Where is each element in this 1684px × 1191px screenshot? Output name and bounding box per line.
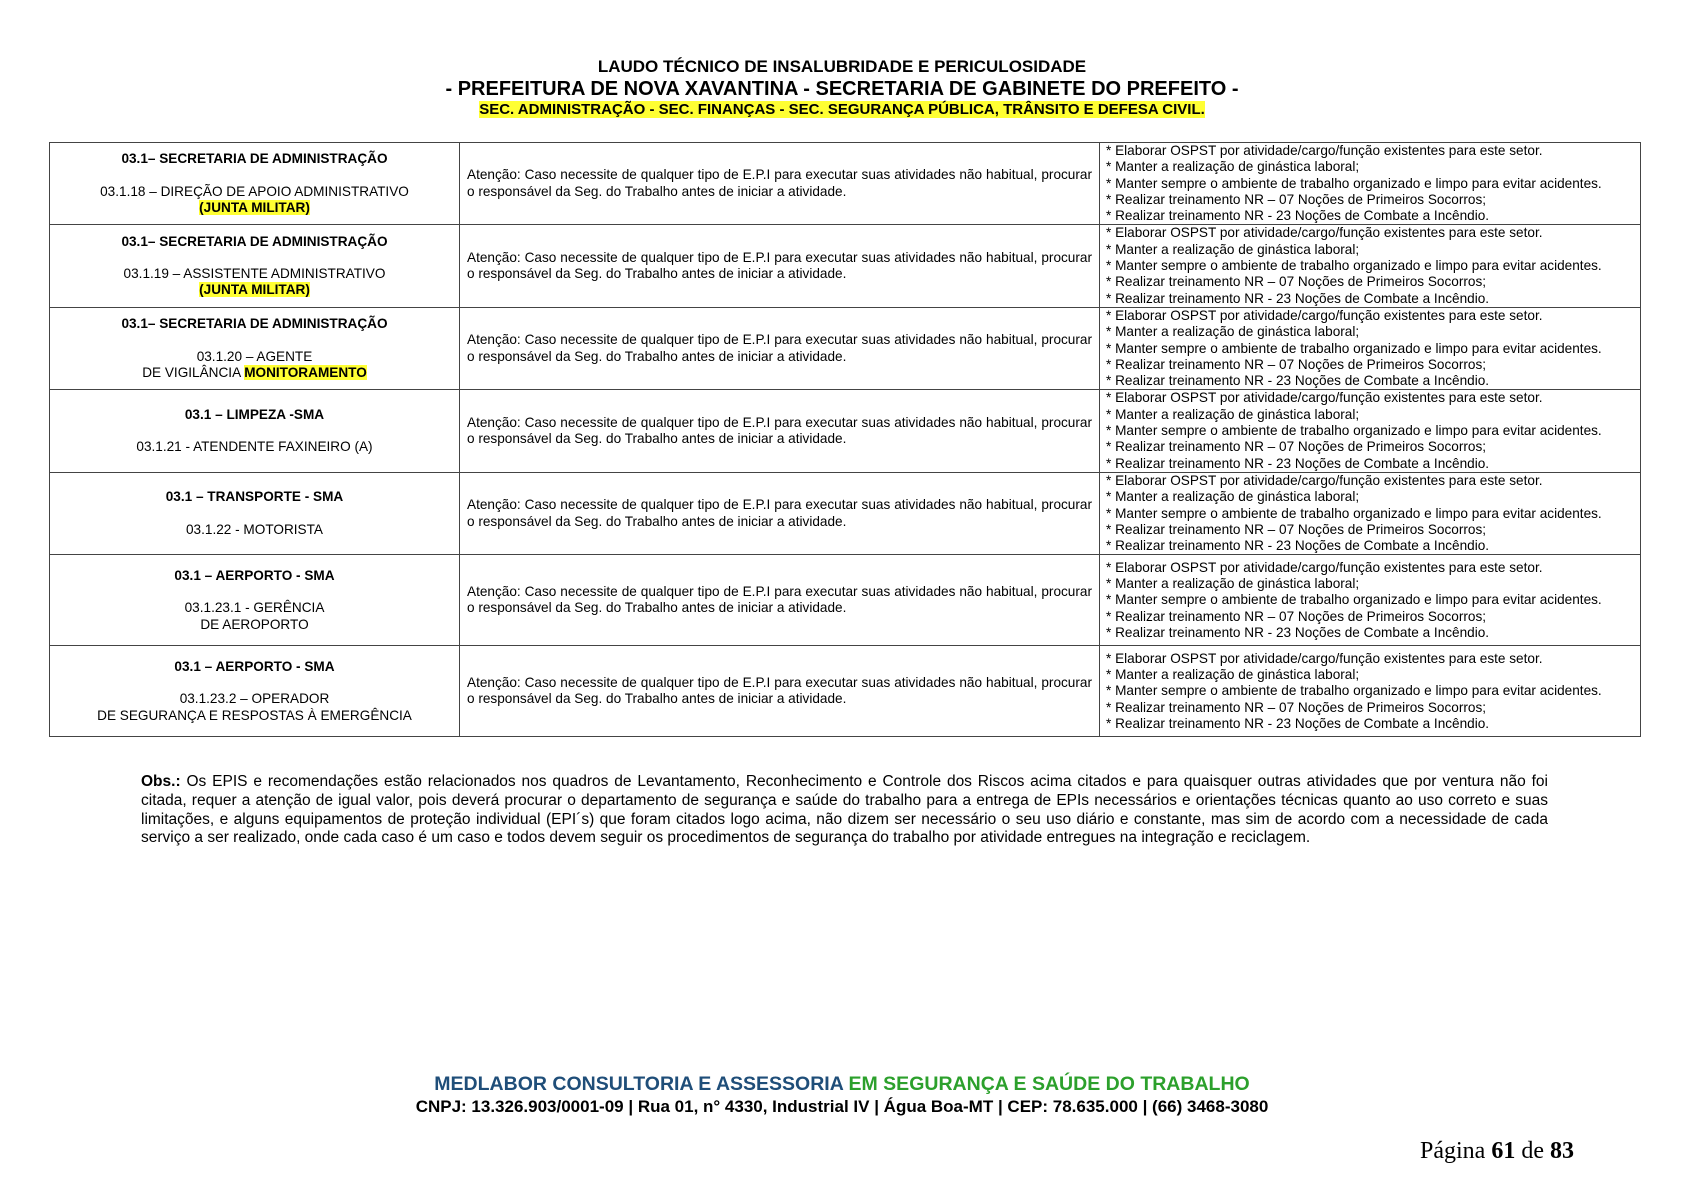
role-cell <box>50 307 460 389</box>
table-row <box>50 307 1641 389</box>
recommendation-item: * Manter a realização de ginástica laboral; <box>1106 324 1360 340</box>
role-line-2 <box>56 617 453 633</box>
recommendation-item: * Realizar treinamento NR - 23 Noções de Combate a Incêndio. <box>1106 455 1490 471</box>
recommendation-item: * Realizar treinamento NR - 23 Noções de Combate a Incêndio. <box>1106 538 1490 554</box>
recommendations-cell <box>1100 390 1641 472</box>
role-line: 03.1.22 - MOTORISTA <box>186 521 323 537</box>
recommendation-item: * Realizar treinamento NR - 23 Noções de Combate a Incêndio. <box>1106 208 1490 224</box>
section-title: 03.1– SECRETARIA DE ADMINISTRAÇÃO <box>121 151 388 167</box>
secretariats-highlight: SEC. ADMINISTRAÇÃO - SEC. FINANÇAS - SEC. SEGURANÇA PÚBLICA, TRÂNSITO E DEFESA CIVIL. <box>479 101 1205 118</box>
role-highlight: (JUNTA MILITAR) <box>199 199 310 215</box>
role-cell <box>50 472 460 554</box>
company-name-blue: MEDLABOR CONSULTORIA E ASSESSORIA <box>434 1073 844 1095</box>
attention-cell <box>460 472 1100 554</box>
role-line: 03.1.21 - ATENDENTE FAXINEIRO (A) <box>136 439 373 455</box>
attention-cell <box>460 307 1100 389</box>
recommendation-item: * Realizar treinamento NR - 23 Noções de Combate a Incêndio. <box>1106 624 1490 640</box>
table-row <box>50 225 1641 307</box>
recommendation-item: * Manter sempre o ambiente de trabalho organizado e limpo para evitar acidentes. <box>1106 683 1602 699</box>
table-row <box>50 472 1641 554</box>
role-line-2 <box>56 708 453 724</box>
document-title: LAUDO TÉCNICO DE INSALUBRIDADE E PERICULOSIDADE <box>597 57 1087 76</box>
role-line-2 <box>56 282 453 298</box>
recommendation-item: * Elaborar OSPST por atividade/cargo/função existentes para este setor. <box>1106 307 1543 323</box>
recommendation-item: * Realizar treinamento NR – 07 Noções de Primeiros Socorros; <box>1106 191 1487 207</box>
role-text: DE SEGURANÇA E RESPOSTAS À EMERGÊNCIA <box>97 707 412 723</box>
table-row <box>50 390 1641 472</box>
recommendation-item: * Elaborar OSPST por atividade/cargo/função existentes para este setor. <box>1106 559 1543 575</box>
attention-cell <box>460 143 1100 225</box>
role-cell <box>50 646 460 737</box>
section-title: 03.1– SECRETARIA DE ADMINISTRAÇÃO <box>121 316 388 332</box>
role-cell <box>50 555 460 646</box>
attention-cell <box>460 646 1100 737</box>
recommendation-item: * Realizar treinamento NR – 07 Noções de Primeiros Socorros; <box>1106 699 1487 715</box>
role-line-2 <box>56 200 453 216</box>
attention-text: Atenção: Caso necessite de qualquer tipo de E.P.I para executar suas atividades não habitual, procurar o responsável da Seg. do Trabalho antes de iniciar a atividade. <box>467 675 1092 707</box>
recommendation-item: * Manter sempre o ambiente de trabalho organizado e limpo para evitar acidentes. <box>1106 423 1602 439</box>
table-row <box>50 646 1641 737</box>
recommendation-item: * Manter sempre o ambiente de trabalho organizado e limpo para evitar acidentes. <box>1106 505 1602 521</box>
recommendations-cell <box>1100 472 1641 554</box>
recommendation-item: * Manter sempre o ambiente de trabalho organizado e limpo para evitar acidentes. <box>1106 340 1602 356</box>
role-line-2 <box>56 365 453 381</box>
recommendation-item: * Manter a realização de ginástica laboral; <box>1106 241 1360 257</box>
recommendations-cell <box>1100 143 1641 225</box>
recommendation-item: * Manter a realização de ginástica laboral; <box>1106 406 1360 422</box>
recommendations-cell <box>1100 555 1641 646</box>
company-name <box>0 1072 1684 1096</box>
attention-cell <box>460 225 1100 307</box>
role-cell <box>50 143 460 225</box>
observation-paragraph <box>141 773 1548 848</box>
page-prefix: Página <box>1420 1138 1492 1164</box>
section-title: 03.1– SECRETARIA DE ADMINISTRAÇÃO <box>121 233 388 249</box>
recommendations-cell <box>1100 646 1641 737</box>
secretariats-line <box>0 101 1684 119</box>
section-title: 03.1 – AERPORTO - SMA <box>174 658 335 674</box>
role-text: DE AEROPORTO <box>200 616 309 632</box>
recommendation-item: * Manter a realização de ginástica laboral; <box>1106 575 1360 591</box>
page-number <box>1420 1138 1574 1165</box>
role-highlight: MONITORAMENTO <box>244 364 367 380</box>
recommendation-item: * Manter a realização de ginástica laboral; <box>1106 666 1360 682</box>
attention-text: Atenção: Caso necessite de qualquer tipo de E.P.I para executar suas atividades não habitual, procurar o responsável da Seg. do Trabalho antes de iniciar a atividade. <box>467 584 1092 616</box>
recommendation-item: * Manter sempre o ambiente de trabalho organizado e limpo para evitar acidentes. <box>1106 258 1602 274</box>
recommendation-item: * Realizar treinamento NR - 23 Noções de Combate a Incêndio. <box>1106 715 1490 731</box>
attention-cell <box>460 555 1100 646</box>
recommendation-item: * Elaborar OSPST por atividade/cargo/função existentes para este setor. <box>1106 225 1543 241</box>
document-header <box>0 56 1684 119</box>
company-name-green: EM SEGURANÇA E SAÚDE DO TRABALHO <box>843 1073 1250 1095</box>
role-line: 03.1.20 – AGENTE <box>196 348 313 364</box>
recommendation-item: * Realizar treinamento NR – 07 Noções de Primeiros Socorros; <box>1106 356 1487 372</box>
recommendation-item: * Manter sempre o ambiente de trabalho organizado e limpo para evitar acidentes. <box>1106 592 1602 608</box>
recommendation-item: * Realizar treinamento NR – 07 Noções de Primeiros Socorros; <box>1106 608 1487 624</box>
document-footer <box>0 1072 1684 1118</box>
table-row <box>50 555 1641 646</box>
role-text: DE VIGILÂNCIA <box>142 364 245 380</box>
recommendation-item: * Realizar treinamento NR – 07 Noções de Primeiros Socorros; <box>1106 274 1487 290</box>
attention-text: Atenção: Caso necessite de qualquer tipo de E.P.I para executar suas atividades não habitual, procurar o responsável da Seg. do Trabalho antes de iniciar a atividade. <box>467 414 1092 447</box>
recommendation-item: * Manter a realização de ginástica laboral; <box>1106 489 1360 505</box>
role-cell <box>50 390 460 472</box>
document-subtitle: - PREFEITURA DE NOVA XAVANTINA - SECRETARIA DE GABINETE DO PREFEITO - <box>445 78 1239 100</box>
role-line: 03.1.19 – ASSISTENTE ADMINISTRATIVO <box>123 266 386 282</box>
obs-label: Obs.: <box>141 773 181 790</box>
page-current: 61 <box>1491 1138 1516 1164</box>
section-title: 03.1 – LIMPEZA -SMA <box>184 406 325 422</box>
attention-text: Atenção: Caso necessite de qualquer tipo de E.P.I para executar suas atividades não habitual, procurar o responsável da Seg. do Trabalho antes de iniciar a atividade. <box>467 249 1092 282</box>
attention-text: Atenção: Caso necessite de qualquer tipo de E.P.I para executar suas atividades não habitual, procurar o responsável da Seg. do Trabalho antes de iniciar a atividade. <box>467 167 1092 199</box>
recommendation-item: * Elaborar OSPST por atividade/cargo/função existentes para este setor. <box>1106 650 1543 666</box>
table-row <box>50 143 1641 225</box>
recommendations-table <box>49 142 1641 737</box>
attention-text: Atenção: Caso necessite de qualquer tipo de E.P.I para executar suas atividades não habitual, procurar o responsável da Seg. do Trabalho antes de iniciar a atividade. <box>467 497 1092 529</box>
recommendation-item: * Realizar treinamento NR – 07 Noções de Primeiros Socorros; <box>1106 439 1487 455</box>
company-contact: CNPJ: 13.326.903/0001-09 | Rua 01, n° 4330, Industrial IV | Água Boa-MT | CEP: 78.635.000 | (66) 3468-3080 <box>415 1097 1269 1116</box>
recommendation-item: * Realizar treinamento NR - 23 Noções de Combate a Incêndio. <box>1106 373 1490 389</box>
role-cell <box>50 225 460 307</box>
role-line: 03.1.23.1 - GERÊNCIA <box>184 600 325 616</box>
recommendation-item: * Manter a realização de ginástica laboral; <box>1106 159 1360 175</box>
recommendation-item: * Elaborar OSPST por atividade/cargo/função existentes para este setor. <box>1106 390 1543 406</box>
role-line: 03.1.18 – DIREÇÃO DE APOIO ADMINISTRATIVO <box>100 183 409 199</box>
recommendation-item: * Realizar treinamento NR - 23 Noções de Combate a Incêndio. <box>1106 290 1490 306</box>
recommendation-item: * Elaborar OSPST por atividade/cargo/função existentes para este setor. <box>1106 472 1543 488</box>
role-highlight: (JUNTA MILITAR) <box>199 282 310 298</box>
attention-text: Atenção: Caso necessite de qualquer tipo de E.P.I para executar suas atividades não habitual, procurar o responsável da Seg. do Trabalho antes de iniciar a atividade. <box>467 332 1092 364</box>
section-title: 03.1 – TRANSPORTE - SMA <box>165 489 344 505</box>
page-total: 83 <box>1550 1138 1574 1164</box>
recommendations-cell <box>1100 307 1641 389</box>
role-line: 03.1.23.2 – OPERADOR <box>179 691 330 707</box>
recommendation-item: * Realizar treinamento NR – 07 Noções de Primeiros Socorros; <box>1106 521 1487 537</box>
recommendation-item: * Elaborar OSPST por atividade/cargo/função existentes para este setor. <box>1106 143 1543 158</box>
obs-text: Os EPIS e recomendações estão relacionados nos quadros de Levantamento, Reconhecimento e Controle dos Riscos acima citados e para quaisquer outras atividades que por ventura não foi citada, requer a atenção de igual valor, pois deverá procurar o departamento de segurança e saúde do trabalho para a entrega de EPIs necessários e orientações técnicas quanto ao uso correto e suas limitações, e alguns equipamentos de proteção individual (EPI´s) que foram citados logo acima, não dizem ser necessário o seu uso diário e constante, mas sim de acordo com a necessidade de cada serviço a ser realizado, onde cada caso é um caso e todos devem seguir os procedimentos de segurança do trabalho por atividade entregues na integração e reciclagem. <box>141 773 1548 847</box>
page-middle: de <box>1515 1138 1550 1164</box>
table-body <box>50 143 1641 737</box>
recommendation-item: * Manter sempre o ambiente de trabalho organizado e limpo para evitar acidentes. <box>1106 175 1602 191</box>
recommendations-cell <box>1100 225 1641 307</box>
section-title: 03.1 – AERPORTO - SMA <box>174 567 335 583</box>
attention-cell <box>460 390 1100 472</box>
